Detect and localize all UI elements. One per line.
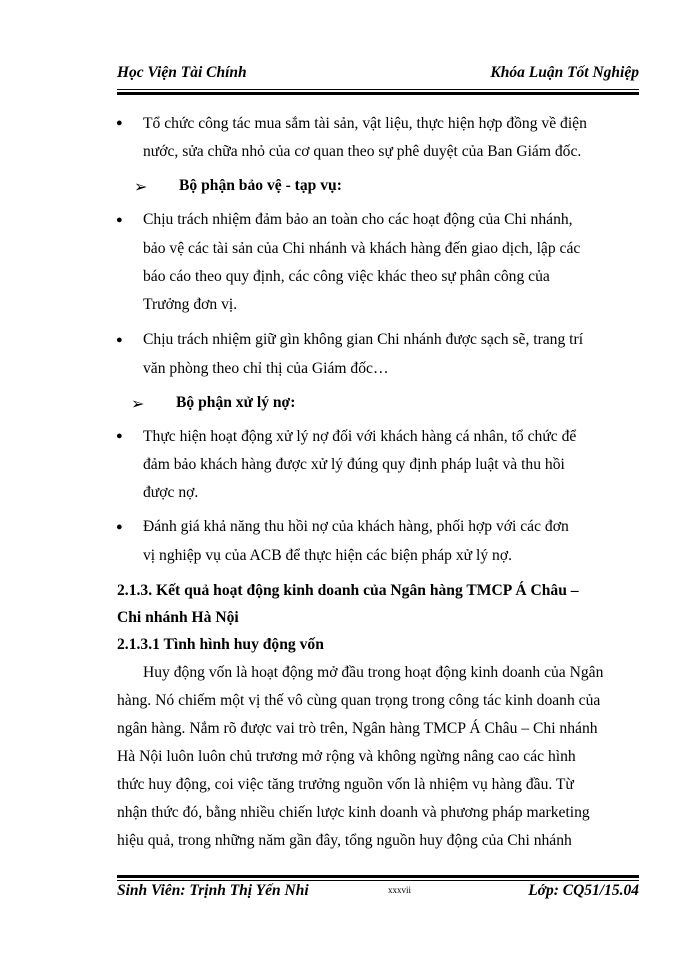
page-footer (117, 882, 639, 904)
bullet-dot-icon: ● (116, 214, 123, 226)
footer-rule-thick (117, 875, 639, 878)
paragraph-line-1: Huy động vốn là hoạt động mở đầu trong hoạt động kinh doanh của Ngân (143, 664, 604, 681)
bullet-2-line-1: Chịu trách nhiệm đảm bảo an toàn cho các hoạt động của Chi nhánh, (143, 211, 573, 228)
footer-page-number: xxxvii (388, 885, 412, 895)
bullet-4-line-1: Thực hiện hoạt động xử lý nợ đối với khách hàng cá nhân, tổ chức để (143, 428, 577, 445)
paragraph-line-4: Hà Nội luôn luôn chủ trương mở rộng và không ngừng nâng cao các hình (117, 748, 576, 765)
bullet-dot-icon: ● (116, 430, 123, 442)
bullet-2-line-4: Trưởng đơn vị. (143, 296, 238, 313)
bullet-2-line-3: báo cáo theo quy định, các công việc khác theo sự phân công của (143, 268, 550, 285)
header-document-type: Khóa Luận Tốt Nghiệp (490, 64, 639, 81)
bullet-dot-icon: ● (116, 521, 123, 533)
paragraph-line-2: hàng. Nó chiếm một vị thế vô cùng quan trọng trong công tác kinh doanh của (117, 692, 601, 709)
section-heading-2-1-3-1: 2.1.3.1 Tình hình huy động vốn (117, 636, 324, 653)
bullet-1-line-1: Tổ chức công tác mua sắm tài sản, vật liệu, thực hiện hợp đồng về điện (143, 115, 587, 132)
bullet-3-line-1: Chịu trách nhiệm giữ gìn không gian Chi nhánh được sạch sẽ, trang trí (143, 331, 584, 348)
bullet-5-line-2: vị nghiệp vụ của ACB để thực hiện các biện pháp xử lý nợ. (143, 547, 512, 564)
arrow-right-icon: ➢ (134, 179, 148, 196)
bullet-5-line-1: Đánh giá khả năng thu hồi nợ của khách hàng, phối hợp với các đơn (143, 518, 569, 535)
bullet-2-line-2: bảo vệ các tài sản của Chi nhánh và khách hàng đến giao dịch, lập các (143, 240, 581, 257)
header-rule-thin (117, 89, 639, 90)
footer-rule-thin (117, 880, 639, 881)
header-rule-thick (117, 92, 639, 95)
bullet-dot-icon: ● (116, 117, 123, 129)
bullet-3-line-2: văn phòng theo chỉ thị của Giám đốc… (143, 360, 389, 377)
page-header (117, 64, 639, 86)
section-debt: Bộ phận xử lý nợ: (176, 394, 296, 411)
paragraph-line-6: nhận thức đó, bằng nhiều chiến lược kinh doanh và phương pháp marketing (117, 804, 590, 821)
footer-class: Lớp: CQ51/15.04 (528, 882, 639, 899)
footer-student: Sinh Viên: Trịnh Thị Yến Nhi (117, 882, 309, 899)
bullet-4-line-2: đảm bảo khách hàng được xử lý đúng quy định pháp luật và thu hồi (143, 456, 565, 473)
bullet-1-line-2: nước, sửa chữa nhỏ của cơ quan theo sự phê duyệt của Ban Giám đốc. (143, 143, 582, 160)
bullet-dot-icon: ● (116, 334, 123, 346)
bullet-4-line-3: được nợ. (143, 484, 199, 501)
arrow-right-icon: ➢ (131, 396, 145, 413)
section-heading-2-1-3-line-1: 2.1.3. Kết quả hoạt động kinh doanh của Ngân hàng TMCP Á Châu – (117, 582, 579, 599)
section-security: Bộ phận bảo vệ - tạp vụ: (179, 177, 342, 194)
paragraph-line-3: ngân hàng. Nắm rõ được vai trò trên, Ngân hàng TMCP Á Châu – Chi nhánh (117, 720, 598, 737)
section-heading-2-1-3-line-2: Chi nhánh Hà Nội (117, 609, 239, 626)
paragraph-line-7: hiệu quả, trong những năm gần đây, tổng nguồn huy động của Chi nhánh (117, 832, 572, 849)
header-institution: Học Viện Tài Chính (117, 64, 247, 81)
paragraph-line-5: thức huy động, coi việc tăng trưởng nguồn vốn là nhiệm vụ hàng đầu. Từ (117, 776, 574, 793)
